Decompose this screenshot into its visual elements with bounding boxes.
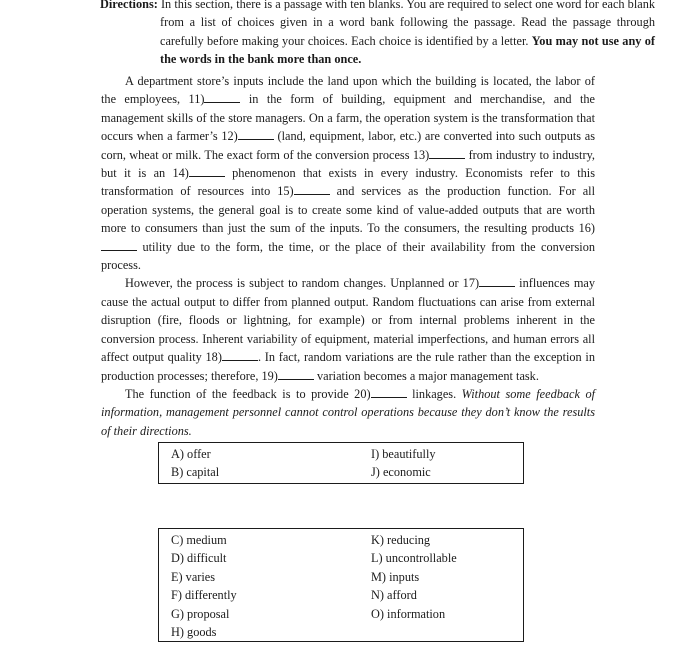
- word-option: K) reducing: [371, 533, 431, 547]
- word-option: N) afford: [371, 588, 417, 603]
- blank-18: [222, 348, 258, 361]
- p2-seg: However, the process is subject to random changes. Unplanned or 17): [125, 276, 480, 291]
- directions-label: Directions:: [100, 0, 158, 11]
- word-option: L) uncontrollable: [371, 551, 457, 566]
- word-bank-1-right: [371, 445, 436, 482]
- blank-20: [371, 385, 407, 398]
- word-option: J) economic: [371, 465, 431, 480]
- word-option: F) differently: [171, 588, 237, 603]
- word-option: C) medium: [171, 533, 227, 547]
- directions-bold-note: You may not use any of the words in the bank more than once.: [160, 33, 655, 67]
- blank-12: [238, 127, 274, 140]
- p1-seg: from industry to industry, but it is an 14): [101, 147, 595, 181]
- word-option: E) varies: [171, 569, 216, 584]
- p3-seg: The function of the feedback is to provide 20): [125, 386, 371, 401]
- directions-text: In this section, there is a passage with ten blanks. You are required to select one word for each blank from a list of choices given in a word bank following the passage. Read the passage through carefully before making your choices. Each choice is identified by a letter.: [160, 0, 655, 48]
- word-option: G) proposal: [171, 606, 230, 621]
- p3-seg: linkages.: [406, 386, 462, 401]
- p2-seg: influences may cause the actual output to differ from planned output. Random fluctuations can arise from external disruption (fire, floods or lightning, for example) or from internal problems inherent in the conversion process. Inherent variability of equipment, material imperfections, and human errors all affect output quality 18): [101, 276, 595, 365]
- p1-seg: utility due to the form, the time, or the place of their availability from the conversion process.: [101, 239, 595, 273]
- p1-seg: in the form of building, equipment and merchandise, and the management skills of the store managers. On a farm, the operation system is the transformation that occurs when a farmer’s 12): [101, 92, 595, 144]
- blank-17: [479, 274, 515, 287]
- word-bank-box-2: [158, 528, 524, 642]
- p3-italic-seg: Without some feedback of information, management personnel cannot control operations because they don’t know the results of their directions.: [101, 386, 596, 438]
- word-bank-1-left: [171, 445, 219, 482]
- blank-14: [189, 164, 225, 177]
- word-option: O) information: [371, 606, 446, 621]
- blank-16: [101, 238, 137, 251]
- p2-seg: . In fact, random variations are the rule rather than the exception in production processes; therefore, 19): [101, 350, 595, 383]
- p1-seg: phenomenon that exists in every industry. Economists refer to this transformation of resources into 15): [101, 166, 596, 199]
- word-option: I) beautifully: [371, 447, 436, 461]
- word-bank-2-left: [171, 531, 237, 641]
- word-option: A) offer: [171, 447, 211, 461]
- p1-seg: and services as the production function. For all operation systems, the general goal is to create some kind of value-added outputs that are worth more to consumers than just the sum of the inputs. To the consumers, the resulting products 16): [101, 184, 595, 236]
- paragraph-3: [101, 385, 595, 440]
- blank-15: [294, 182, 330, 195]
- word-bank-box-1: [158, 442, 524, 484]
- word-option: M) inputs: [371, 569, 420, 584]
- blank-13: [429, 146, 465, 159]
- blank-19: [278, 367, 314, 380]
- paragraph-2: [101, 274, 595, 384]
- p1-seg: (land, equipment, labor, etc.) are converted into such outputs as corn, wheat or milk. The exact form of the conversion process 13): [101, 129, 595, 162]
- word-option: H) goods: [171, 625, 217, 640]
- p1-seg: A department store’s inputs include the land upon which the building is located, the labor of the employees, 11): [101, 74, 595, 107]
- word-bank-2-right: [371, 531, 457, 623]
- directions-block: [100, 0, 655, 69]
- word-option: D) difficult: [171, 551, 227, 566]
- word-option: B) capital: [171, 465, 220, 480]
- p2-seg: variation becomes a major management task.: [313, 368, 539, 383]
- blank-11: [204, 90, 240, 103]
- passage: [101, 72, 595, 440]
- paragraph-1: [101, 72, 595, 274]
